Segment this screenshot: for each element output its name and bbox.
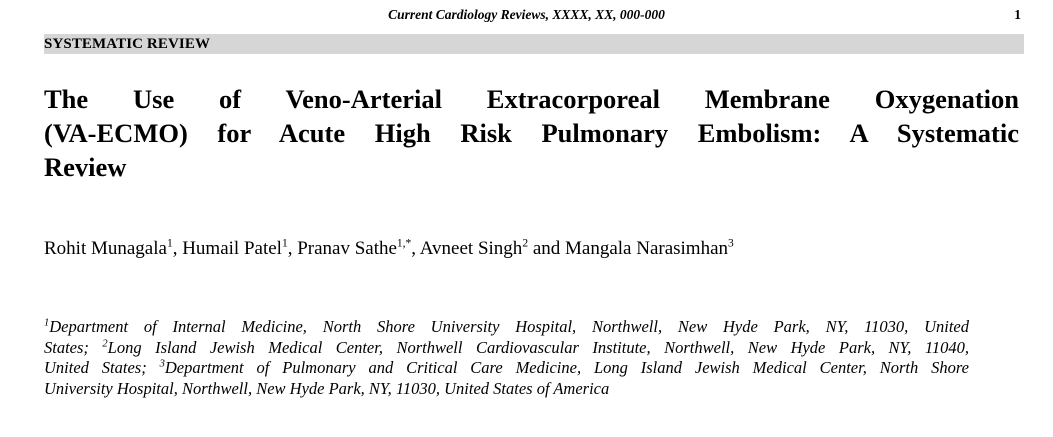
affiliation-text: Long Island Jewish Medical Center, Northwell Cardiovascular Institute, Northwell, New Hyde Park, NY, 11040, (107, 337, 969, 357)
author-separator: , (287, 238, 298, 259)
article-title (44, 82, 1019, 184)
volume-info: XXXX, XX, 000-000 (552, 7, 665, 22)
affiliation-text: Department of Pulmonary and Critical Care Medicine, Long Island Jewish Medical Center, North Shore (164, 358, 969, 377)
author-name: Humail Patel (182, 238, 282, 259)
affiliation-text: United States; (44, 358, 160, 377)
author-list (44, 238, 734, 260)
author-affiliation-mark: 3 (728, 237, 734, 250)
author-name: Mangala Narasimhan (565, 238, 729, 259)
affiliation-text: Department of Internal Medicine, North Shore University Hospital, Northwell, New Hyde Park, NY, 11030, United (49, 317, 969, 336)
author-name: Avneet Singh (419, 238, 523, 259)
affiliation-line-3 (44, 358, 969, 379)
author-affiliation-mark: 1,* (396, 237, 412, 250)
affiliation-line-1 (44, 317, 969, 338)
affiliations (44, 317, 969, 399)
affiliation-text: States; (44, 337, 103, 357)
author-affiliation-mark: 1 (281, 237, 288, 250)
running-head (0, 7, 1053, 23)
author-name: Pranav Sathe (297, 238, 397, 259)
title-line-1: The Use of Veno-Arterial Extracorporeal Membrane Oxygenation (44, 84, 1019, 114)
affiliation-mark: 2 (102, 338, 108, 349)
journal-title: Current Cardiology Reviews, (388, 7, 549, 22)
author-separator: , (172, 238, 183, 259)
affiliation-mark: 3 (159, 358, 165, 370)
author-affiliation-mark: 2 (522, 237, 529, 250)
affiliation-line-2 (44, 338, 969, 359)
author-separator: , (411, 238, 420, 259)
affiliation-line-4: University Hospital, Northwell, New Hyde Park, NY, 11030, United States of America (44, 378, 610, 398)
author-affiliation-mark: 1 (166, 237, 173, 250)
author-name: Rohit Munagala (44, 238, 167, 259)
title-line-3: Review (44, 152, 127, 182)
affiliation-mark: 1 (44, 317, 50, 329)
section-label: SYSTEMATIC REVIEW (44, 36, 211, 52)
title-line-2: (VA-ECMO) for Acute High Risk Pulmonary Embolism: A Systematic (44, 118, 1019, 148)
author-separator: and (528, 238, 565, 259)
section-bar (44, 34, 1024, 54)
page-number: 1 (1014, 7, 1021, 22)
